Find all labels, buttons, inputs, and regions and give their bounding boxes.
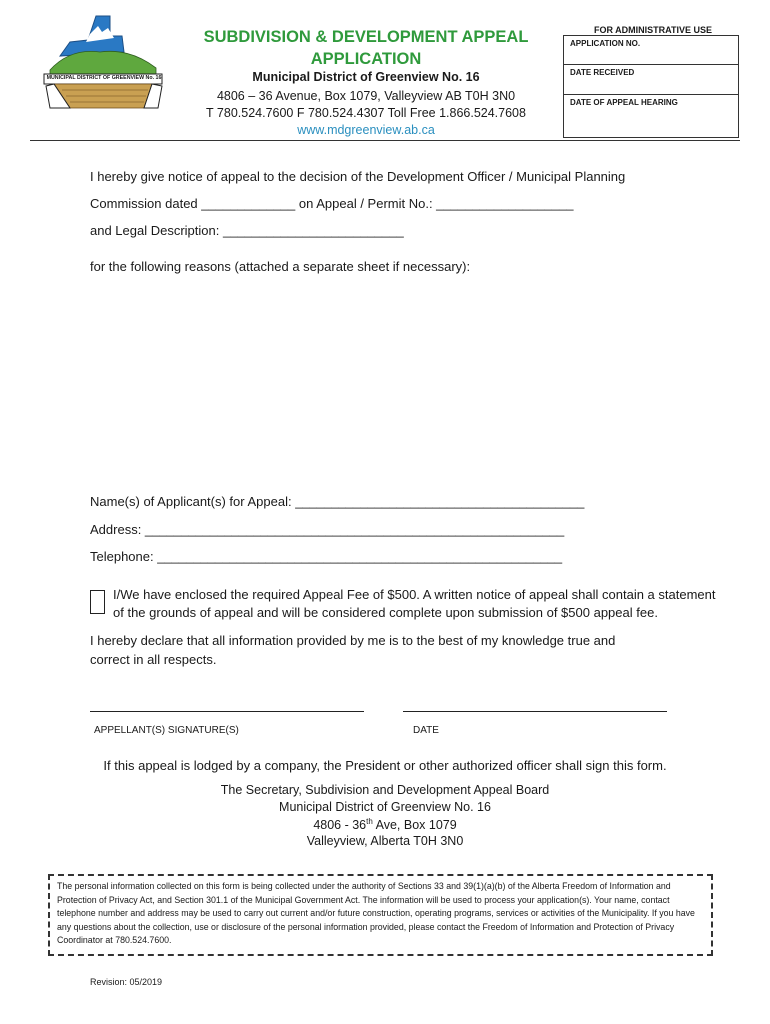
header-divider	[30, 140, 740, 141]
admin-date-received[interactable]: DATE RECEIVED	[564, 65, 738, 95]
signature-label: APPELLANT(S) SIGNATURE(S)	[94, 725, 239, 736]
form-title-line2: APPLICATION	[310, 50, 422, 68]
privacy-notice: The personal information collected on this form is being collected under the authority of Sections 33 and 39(1)(a)(b) of the Alberta Freedom of Information and Protection of Privacy Act, and Section 301.1 of the Municipal Government Act. The information will be used to process your application(s). Your name, contact telephone number and address may be used to carry out current and/or future construction, operating programs, services or activities of the Municipality. If you have any questions about the collection, use or disclosure of the personal information provided, please contact the Freedom of Information and Protection of Privacy Coordinator at 780.524.7600.	[48, 874, 713, 956]
form-title-line1: SUBDIVISION & DEVELOPMENT APPEAL	[203, 28, 529, 46]
declaration-line1: I hereby declare that all information provided by me is to the best of my knowledge true and	[90, 633, 616, 648]
appeal-fee-text-line2: of the grounds of appeal and will be considered complete upon submission of $500 appeal fee.	[113, 605, 658, 620]
signature-line[interactable]	[90, 711, 364, 712]
mail-address-street-rest: Ave, Box 1079	[372, 818, 457, 833]
declaration-line2: correct in all respects.	[90, 652, 217, 667]
appeal-fee-text-line1: I/We have enclosed the required Appeal Fee of $500. A written notice of appeal shall contain a statement	[113, 587, 716, 602]
reasons-label: for the following reasons (attached a separate sheet if necessary):	[90, 259, 471, 274]
reasons-area[interactable]	[90, 282, 710, 482]
date-line[interactable]	[403, 711, 667, 712]
commission-date-permit-field[interactable]: Commission dated _____________ on Appeal / Permit No.: ___________________	[90, 196, 574, 211]
admin-application-no[interactable]: APPLICATION NO.	[564, 36, 738, 65]
admin-heading: FOR ADMINISTRATIVE USE	[593, 25, 712, 35]
notice-line: I hereby give notice of appeal to the decision of the Development Officer / Municipal Planning	[90, 169, 626, 184]
legal-description-field[interactable]: and Legal Description: _________________________	[90, 223, 404, 238]
telephone-field[interactable]: Telephone: ________________________________________________________	[90, 549, 563, 564]
mail-address-line2: Municipal District of Greenview No. 16	[279, 800, 491, 814]
mail-address-line4: Valleyview, Alberta T0H 3N0	[306, 834, 464, 848]
org-address: 4806 – 36 Avenue, Box 1079, Valleyview AB T0H 3N0	[216, 89, 516, 103]
mail-address-line1: The Secretary, Subdivision and Development Appeal Board	[220, 783, 550, 797]
mail-address-line3	[30, 817, 740, 832]
applicant-name-field[interactable]: Name(s) of Applicant(s) for Appeal: ________________________________________	[90, 494, 585, 509]
admin-date-hearing[interactable]: DATE OF APPEAL HEARING	[570, 98, 678, 107]
mail-address-street-number: 4806 - 36	[313, 818, 367, 833]
revision-label: Revision: 05/2019	[90, 977, 163, 987]
form-title	[196, 26, 536, 70]
municipal-logo	[40, 12, 164, 112]
company-note: If this appeal is lodged by a company, the President or other authorized officer shall sign this form.	[103, 758, 667, 773]
admin-box	[563, 35, 739, 138]
appeal-fee-checkbox[interactable]	[90, 590, 105, 614]
logo-text: MUNICIPAL DISTRICT OF GREENVIEW No. 16	[46, 75, 162, 81]
mail-address-ordinal: th	[366, 817, 373, 826]
org-name: Municipal District of Greenview No. 16	[252, 70, 480, 84]
date-label: DATE	[413, 725, 439, 736]
address-field[interactable]: Address: __________________________________________________________	[90, 522, 565, 537]
org-website-link[interactable]: www.mdgreenview.ab.ca	[297, 123, 435, 137]
org-phones: T 780.524.7600 F 780.524.4307 Toll Free 1.866.524.7608	[206, 106, 526, 120]
